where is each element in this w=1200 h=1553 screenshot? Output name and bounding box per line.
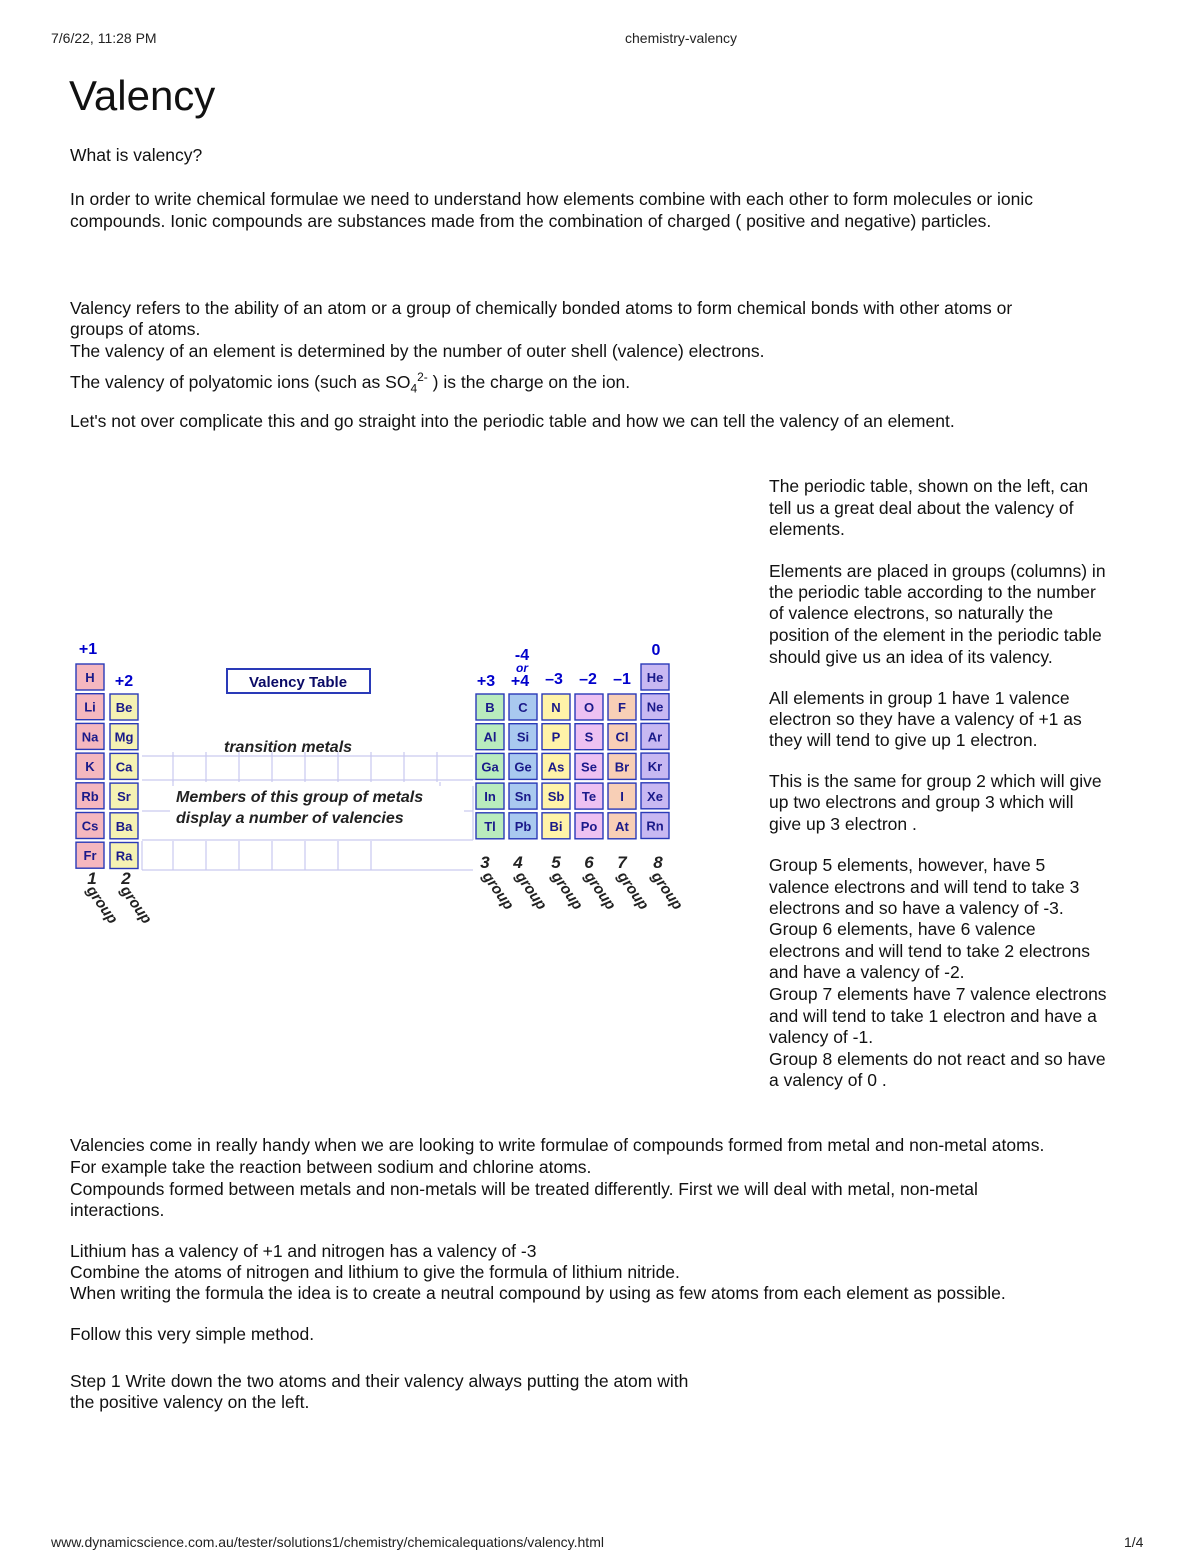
- right-line: of valence electrons, so naturally the: [769, 603, 1054, 623]
- bottom-line: Compounds formed between metals and non-metals will be treated differently. First we will deal with metal, non-metal: [70, 1179, 978, 1199]
- group-word: group: [116, 882, 156, 928]
- element-symbol: H: [85, 670, 95, 685]
- right-line: The periodic table, shown on the left, can: [769, 476, 1089, 496]
- group-number: 3: [480, 853, 490, 872]
- right-line: Group 5 elements, however, have 5: [769, 855, 1046, 875]
- valency-group5: –3: [545, 671, 563, 688]
- intro-para3: Let's not over complicate this and go straight into the periodic table and how we can tell the valency of an element.: [70, 411, 955, 431]
- element-symbol: N: [551, 700, 561, 715]
- intro-question: What is valency?: [70, 145, 203, 165]
- valency-table-title: Valency Table: [248, 674, 348, 691]
- print-datetime: 7/6/22, 11:28 PM: [51, 30, 157, 46]
- right-line: tell us a great deal about the valency of: [769, 498, 1074, 518]
- intro-para2-line2: groups of atoms.: [70, 319, 201, 339]
- element-symbol: Ba: [115, 818, 133, 834]
- group-word: group: [613, 868, 653, 914]
- right-line: This is the same for group 2 which will give: [769, 771, 1102, 791]
- element-symbol: C: [518, 700, 528, 715]
- so4-subscript: 4: [410, 381, 418, 396]
- element-symbol: Al: [483, 729, 497, 745]
- element-symbol: Ga: [481, 759, 499, 775]
- bottom-line: When writing the formula the idea is to create a neutral compound by using as few atoms from each element as possible.: [70, 1283, 1006, 1303]
- right-line: give up 3 electron .: [769, 814, 917, 834]
- group-number: 2: [121, 869, 131, 888]
- element-symbol: B: [485, 700, 495, 715]
- element-symbol: O: [583, 700, 595, 715]
- members-note-line2: display a number of valencies: [176, 810, 404, 827]
- right-line: electron so they have a valency of +1 as: [769, 709, 1082, 729]
- group-word: group: [647, 868, 687, 914]
- print-page-title: chemistry-valency: [625, 30, 738, 46]
- element-symbol: Se: [581, 759, 597, 775]
- element-symbol: I: [620, 789, 624, 805]
- right-line: elements.: [769, 519, 845, 539]
- element-symbol: Kr: [647, 759, 663, 775]
- right-line: Group 7 elements have 7 valence electrons: [769, 984, 1107, 1004]
- element-symbol: Rb: [81, 788, 99, 804]
- intro-para2-line1: Valency refers to the ability of an atom or a group of chemically bonded atoms to form chemical bonds with other atoms or: [70, 298, 1013, 318]
- valency-table-figure: [70, 636, 690, 936]
- page-title: Valency: [69, 72, 216, 119]
- right-line: up two electrons and group 3 which will: [769, 792, 1074, 812]
- element-symbol: Rn: [646, 818, 664, 834]
- valency-group2: +2: [114, 673, 134, 690]
- element-symbol: Fr: [83, 848, 97, 864]
- valency-group4-or: or: [516, 661, 528, 675]
- element-symbol: Cs: [81, 818, 99, 834]
- element-symbol: Po: [580, 818, 598, 834]
- group-word: group: [511, 868, 551, 914]
- element-symbol: Ca: [115, 759, 133, 775]
- element-symbol: He: [646, 670, 664, 685]
- element-symbol: Sr: [117, 789, 131, 805]
- right-line: and have a valency of -2.: [769, 962, 965, 982]
- element-symbol: Tl: [484, 818, 496, 834]
- right-line: valence electrons and will tend to take 3: [769, 877, 1080, 897]
- group-number: 7: [617, 853, 627, 872]
- element-symbol: S: [584, 729, 594, 745]
- right-line: a valency of 0 .: [769, 1070, 887, 1090]
- element-symbol: Ne: [646, 699, 664, 715]
- group-word: group: [547, 868, 587, 914]
- right-line: should give us an idea of its valency.: [769, 647, 1053, 667]
- intro-para1-line2: compounds. Ionic compounds are substances made from the combination of charged ( positive and negative) particles.: [70, 211, 992, 231]
- right-line: electrons and will tend to take 2 electrons: [769, 941, 1091, 961]
- element-symbol: Na: [81, 729, 99, 745]
- element-symbol: Mg: [114, 729, 134, 745]
- element-symbol: Cl: [615, 729, 629, 745]
- valency-group3: +3: [476, 673, 496, 690]
- element-symbol: Li: [84, 699, 96, 715]
- element-symbol: At: [615, 818, 629, 834]
- print-url: www.dynamicscience.com.au/tester/solutions1/chemistry/chemicalequations/valency.html: [51, 1534, 604, 1550]
- right-line: position of the element in the periodic table: [769, 625, 1102, 645]
- element-symbol: K: [85, 759, 95, 775]
- right-line: Group 6 elements, have 6 valence: [769, 919, 1036, 939]
- element-symbol: Ar: [647, 729, 663, 745]
- right-line: Group 8 elements do not react and so have: [769, 1049, 1106, 1069]
- group-number: 4: [513, 853, 523, 872]
- element-symbol: Ra: [115, 848, 133, 864]
- members-note-line1: Members of this group of metals: [176, 789, 424, 806]
- element-symbol: Bi: [549, 818, 563, 834]
- group-word: group: [478, 868, 518, 914]
- right-line: and will tend to take 1 electron and have a: [769, 1006, 1097, 1026]
- group-number: 8: [653, 853, 663, 872]
- valency-group4-neg: -4: [514, 647, 530, 664]
- right-line: the periodic table according to the number: [769, 582, 1096, 602]
- element-symbol: Pb: [514, 818, 532, 834]
- group-number: 1: [87, 869, 97, 888]
- element-symbol: F: [618, 700, 626, 715]
- right-line: valency of -1.: [769, 1027, 874, 1047]
- element-symbol: In: [484, 789, 496, 805]
- element-symbol: Sn: [514, 789, 532, 805]
- right-line: Elements are placed in groups (columns) in: [769, 561, 1106, 581]
- bottom-line: interactions.: [70, 1200, 165, 1220]
- group-word: group: [580, 868, 620, 914]
- so4-text-pre: The valency of polyatomic ions (such as SO: [70, 371, 411, 392]
- bottom-line: Combine the atoms of nitrogen and lithium to give the formula of lithium nitride.: [70, 1262, 680, 1282]
- element-symbol: Te: [581, 789, 597, 805]
- element-symbol: Br: [614, 759, 630, 775]
- right-line: they will tend to give up 1 electron.: [769, 730, 1038, 750]
- intro-para1-line1: In order to write chemical formulae we need to understand how elements combine with each other to form molecules or ionic: [70, 189, 1033, 209]
- valency-group1: +1: [78, 641, 98, 658]
- group-number: 6: [584, 853, 594, 872]
- bottom-line: Valencies come in really handy when we are looking to write formulae of compounds formed from metal and non-metal atoms.: [70, 1135, 1045, 1155]
- valency-group7: –1: [613, 671, 631, 688]
- valency-group6: –2: [579, 671, 597, 688]
- intro-para2-line4: [70, 367, 630, 400]
- bottom-line: For example take the reaction between sodium and chlorine atoms.: [70, 1157, 592, 1177]
- intro-para2-line3: The valency of an element is determined by the number of outer shell (valence) electrons.: [70, 341, 765, 361]
- right-line: electrons and so have a valency of -3.: [769, 898, 1064, 918]
- valency-group8: 0: [651, 642, 661, 659]
- element-symbol: P: [551, 729, 561, 745]
- group-word: group: [82, 882, 122, 928]
- bottom-line: Follow this very simple method.: [70, 1324, 315, 1344]
- element-symbol: Be: [115, 700, 133, 715]
- right-line: All elements in group 1 have 1 valence: [769, 688, 1070, 708]
- element-symbol: Si: [516, 729, 530, 745]
- bottom-line: the positive valency on the left.: [70, 1392, 310, 1412]
- element-symbol: Ge: [514, 759, 532, 775]
- valency-group4: +4: [510, 673, 530, 690]
- group-number: 5: [551, 853, 561, 872]
- element-symbol: As: [547, 759, 565, 775]
- element-symbol: Xe: [647, 788, 663, 804]
- bottom-line: Step 1 Write down the two atoms and their valency always putting the atom with: [70, 1371, 689, 1391]
- so4-superscript: 2-: [417, 370, 428, 384]
- so4-text-post: ) is the charge on the ion.: [427, 371, 631, 392]
- element-symbol: Sb: [547, 789, 565, 805]
- print-page-number: 1/4: [1124, 1534, 1144, 1550]
- transition-metals-label: transition metals: [224, 739, 353, 756]
- bottom-line: Lithium has a valency of +1 and nitrogen has a valency of -3: [70, 1241, 537, 1261]
